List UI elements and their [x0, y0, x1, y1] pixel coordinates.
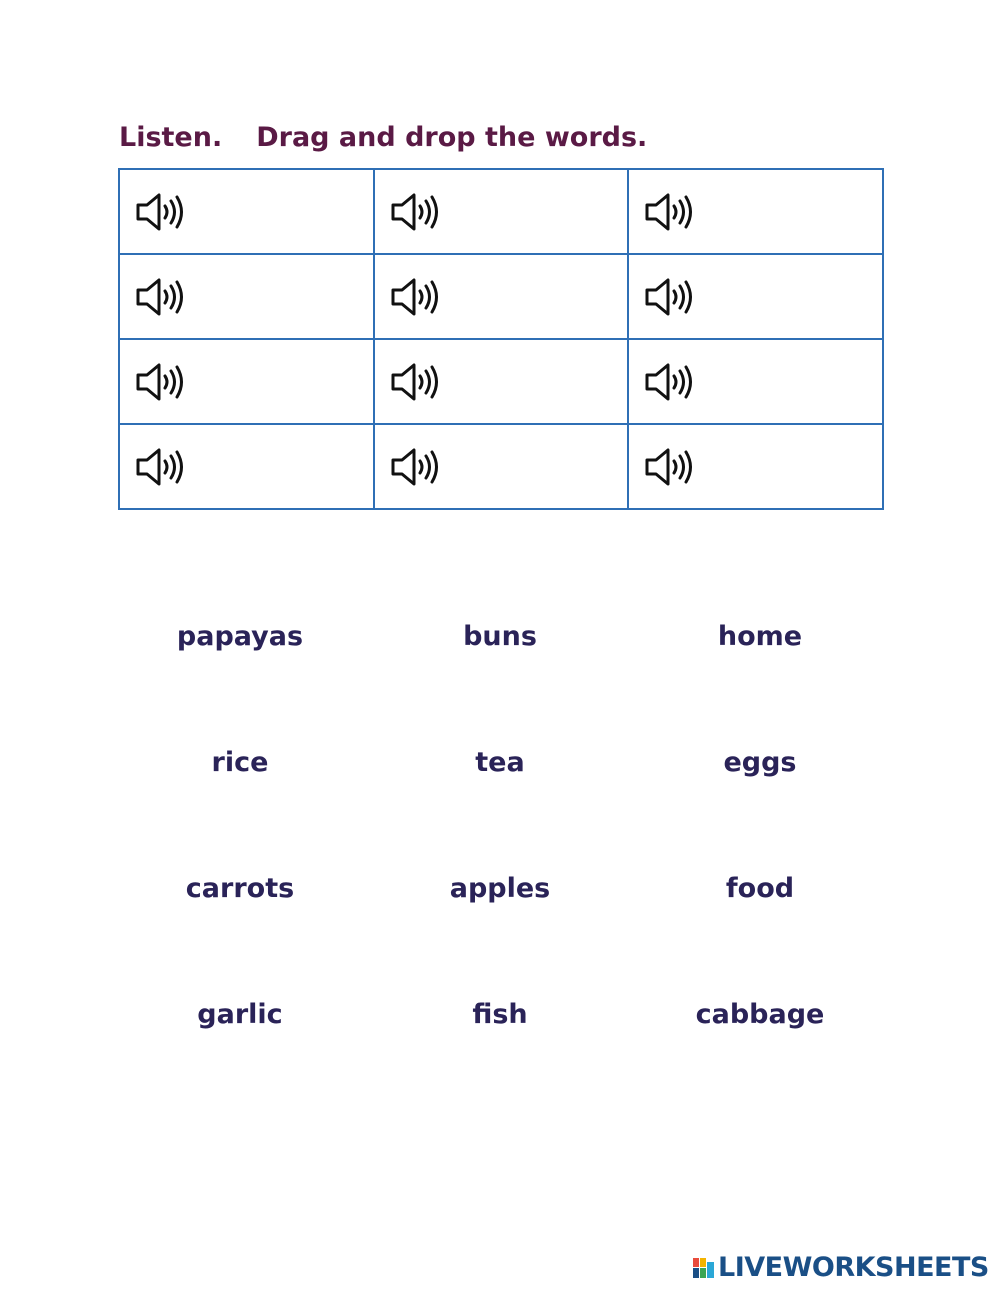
drop-cell[interactable]	[628, 169, 883, 254]
drop-cell[interactable]	[374, 169, 629, 254]
grid-row	[119, 424, 883, 509]
word-fish[interactable]: fish	[472, 999, 528, 1030]
brand-name: LIVEWORKSHEETS	[718, 1252, 989, 1283]
drop-cell[interactable]	[374, 254, 629, 339]
word-garlic[interactable]: garlic	[197, 999, 283, 1030]
drop-cell[interactable]	[628, 254, 883, 339]
word-home[interactable]: home	[717, 621, 803, 652]
speaker-icon[interactable]	[389, 276, 443, 318]
brand	[692, 1252, 989, 1283]
drop-cell[interactable]	[119, 254, 374, 339]
speaker-icon[interactable]	[389, 191, 443, 233]
grid-row	[119, 254, 883, 339]
word-apples[interactable]: apples	[449, 873, 551, 904]
drop-cell[interactable]	[119, 424, 374, 509]
grid-row	[119, 169, 883, 254]
drop-cell[interactable]	[374, 424, 629, 509]
answer-grid	[118, 168, 884, 510]
grid-row	[119, 339, 883, 424]
drop-cell[interactable]	[628, 339, 883, 424]
speaker-icon[interactable]	[389, 361, 443, 403]
speaker-icon[interactable]	[134, 276, 188, 318]
instruction-task: Drag and drop the words.	[256, 122, 648, 153]
word-rice[interactable]: rice	[211, 747, 269, 778]
speaker-icon[interactable]	[643, 361, 697, 403]
drop-cell[interactable]	[374, 339, 629, 424]
liveworksheets-logo-icon	[692, 1256, 716, 1280]
speaker-icon[interactable]	[389, 446, 443, 488]
word-carrots[interactable]: carrots	[185, 873, 295, 904]
instruction-listen: Listen.	[119, 122, 223, 153]
word-papayas[interactable]: papayas	[176, 621, 304, 652]
speaker-icon[interactable]	[134, 191, 188, 233]
word-eggs[interactable]: eggs	[723, 747, 797, 778]
speaker-icon[interactable]	[643, 446, 697, 488]
drop-cell[interactable]	[119, 339, 374, 424]
speaker-icon[interactable]	[134, 361, 188, 403]
word-tea[interactable]: tea	[475, 747, 525, 778]
word-buns[interactable]: buns	[463, 621, 537, 652]
word-cabbage[interactable]: cabbage	[695, 999, 825, 1030]
speaker-icon[interactable]	[643, 191, 697, 233]
word-food[interactable]: food	[725, 873, 795, 904]
instructions	[119, 122, 647, 153]
speaker-icon[interactable]	[134, 446, 188, 488]
word-bank	[110, 610, 892, 1114]
speaker-icon[interactable]	[643, 276, 697, 318]
drop-cell[interactable]	[628, 424, 883, 509]
drop-cell[interactable]	[119, 169, 374, 254]
